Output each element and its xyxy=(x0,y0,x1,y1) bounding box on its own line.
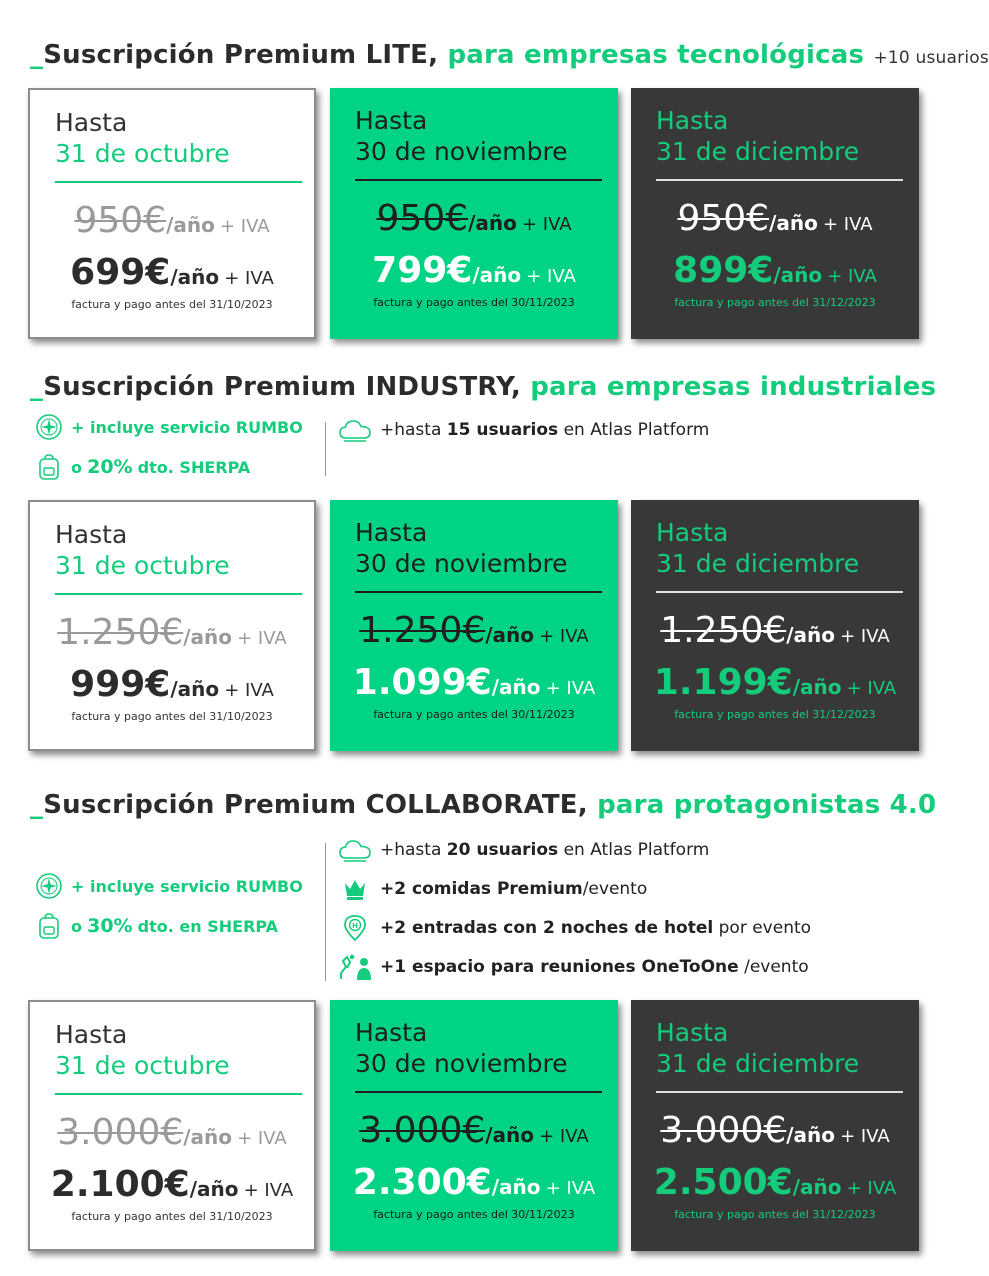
payment-note: factura y pago antes del 30/11/2023 xyxy=(373,296,575,309)
card-date: 30 de noviembre xyxy=(355,1049,568,1078)
payment-note: factura y pago antes del 31/10/2023 xyxy=(71,298,273,311)
card-date: 31 de diciembre xyxy=(656,137,860,166)
payment-note: factura y pago antes del 30/11/2023 xyxy=(373,1208,575,1221)
payment-note: factura y pago antes del 30/11/2023 xyxy=(373,708,575,721)
card-divider xyxy=(656,591,903,593)
pricing-cards-lite xyxy=(28,88,920,344)
feature-meals: +2 comidas Premium /evento xyxy=(338,874,647,904)
payment-note: factura y pago antes del 31/12/2023 xyxy=(674,708,876,721)
pricing-cards-collaborate xyxy=(28,1000,920,1256)
price-card-october xyxy=(28,500,316,751)
price-card-november xyxy=(330,500,618,751)
card-date: 30 de noviembre xyxy=(355,137,568,166)
benefit-sherpa: o 20% dto. SHERPA xyxy=(35,453,250,481)
benefit-rumbo: + incluye servicio RUMBO xyxy=(35,872,303,900)
price-card-december xyxy=(631,500,919,751)
benefit-sherpa: o 30% dto. en SHERPA xyxy=(35,912,278,940)
section-title-collaborate: _Suscripción Premium COLLABORATE, para protagonistas 4.0 xyxy=(30,790,937,820)
old-price: 1.250€/año + IVA xyxy=(57,612,287,653)
backpack-icon xyxy=(35,453,63,481)
payment-note: factura y pago antes del 31/10/2023 xyxy=(71,1210,273,1223)
payment-note: factura y pago antes del 31/10/2023 xyxy=(71,710,273,723)
crown-icon xyxy=(338,874,372,904)
card-hasta: Hasta xyxy=(656,106,729,135)
card-hasta: Hasta xyxy=(55,108,128,137)
benefit-rumbo: + incluye servicio RUMBO xyxy=(35,413,303,441)
card-hasta: Hasta xyxy=(355,106,428,135)
benefits-divider xyxy=(325,843,326,981)
old-price: 3.000€/año + IVA xyxy=(660,1110,890,1151)
feature-hotel: H +2 entradas con 2 noches de hotel por evento xyxy=(338,913,811,943)
card-divider xyxy=(355,1091,602,1093)
card-hasta: Hasta xyxy=(355,1018,428,1047)
card-hasta: Hasta xyxy=(55,520,128,549)
benefits-divider xyxy=(325,422,326,476)
card-date: 30 de noviembre xyxy=(355,549,568,578)
old-price: 1.250€/año + IVA xyxy=(359,610,589,651)
card-date: 31 de octubre xyxy=(55,551,230,580)
hotel-pin-icon xyxy=(338,913,372,943)
old-price: 3.000€/año + IVA xyxy=(57,1112,287,1153)
pricing-cards-industry xyxy=(28,500,920,756)
new-price: 2.500€/año + IVA xyxy=(653,1162,897,1203)
new-price: 699€/año + IVA xyxy=(70,252,274,293)
cloud-icon xyxy=(338,835,372,865)
card-divider xyxy=(355,591,602,593)
svg-text:H: H xyxy=(352,922,358,930)
new-price: 999€/año + IVA xyxy=(70,664,274,705)
cloud-icon xyxy=(338,415,372,445)
section-title-industry: _Suscripción Premium INDUSTRY, para empresas industriales xyxy=(30,372,937,402)
old-price: 3.000€/año + IVA xyxy=(359,1110,589,1151)
card-divider xyxy=(55,181,302,183)
compass-icon xyxy=(35,872,63,900)
price-card-november xyxy=(330,1000,618,1251)
section-title-lite: _Suscripción Premium LITE, para empresas tecnológicas +10 usuarios xyxy=(30,40,989,70)
price-card-december xyxy=(631,88,919,339)
card-hasta: Hasta xyxy=(656,1018,729,1047)
feature-users: +hasta 15 usuarios en Atlas Platform xyxy=(338,415,709,445)
payment-note: factura y pago antes del 31/12/2023 xyxy=(674,296,876,309)
old-price: 1.250€/año + IVA xyxy=(660,610,890,651)
price-card-october xyxy=(28,88,316,339)
feature-users: +hasta 20 usuarios en Atlas Platform xyxy=(338,835,709,865)
card-date: 31 de octubre xyxy=(55,1051,230,1080)
feature-meetings: +1 espacio para reuniones OneToOne /evento xyxy=(338,952,809,982)
card-divider xyxy=(355,179,602,181)
compass-icon xyxy=(35,413,63,441)
card-hasta: Hasta xyxy=(55,1020,128,1049)
card-hasta: Hasta xyxy=(656,518,729,547)
backpack-icon xyxy=(35,912,63,940)
old-price: 950€/año + IVA xyxy=(376,198,572,239)
new-price: 899€/año + IVA xyxy=(673,250,877,291)
card-divider xyxy=(55,593,302,595)
new-price: 1.099€/año + IVA xyxy=(352,662,596,703)
new-price: 2.100€/año + IVA xyxy=(50,1164,294,1205)
new-price: 799€/año + IVA xyxy=(372,250,576,291)
price-card-november xyxy=(330,88,618,339)
new-price: 2.300€/año + IVA xyxy=(352,1162,596,1203)
old-price: 950€/año + IVA xyxy=(677,198,873,239)
card-divider xyxy=(55,1093,302,1095)
card-hasta: Hasta xyxy=(355,518,428,547)
card-divider xyxy=(656,179,903,181)
old-price: 950€/año + IVA xyxy=(74,200,270,241)
price-card-december xyxy=(631,1000,919,1251)
card-date: 31 de diciembre xyxy=(656,549,860,578)
payment-note: factura y pago antes del 31/12/2023 xyxy=(674,1208,876,1221)
new-price: 1.199€/año + IVA xyxy=(653,662,897,703)
meeting-icon xyxy=(338,952,372,982)
card-date: 31 de diciembre xyxy=(656,1049,860,1078)
card-date: 31 de octubre xyxy=(55,139,230,168)
price-card-october xyxy=(28,1000,316,1251)
card-divider xyxy=(656,1091,903,1093)
